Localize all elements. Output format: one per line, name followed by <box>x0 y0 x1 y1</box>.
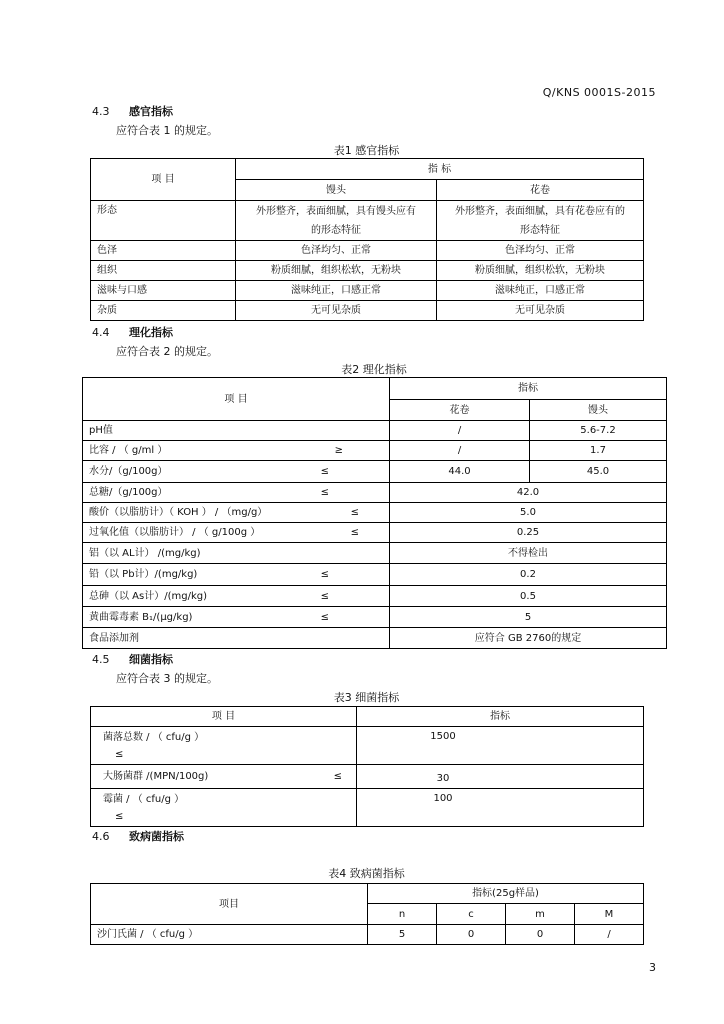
cell-b <box>437 201 644 241</box>
cell-a: 无可见杂质 <box>236 301 437 321</box>
comparison-symbol: ≥ <box>334 445 343 456</box>
cell-a: / <box>390 421 530 441</box>
section-heading-4-4 <box>92 324 173 340</box>
table-caption: 表3 细菌指标 <box>333 691 400 704</box>
item-label: pH值 <box>89 425 113 436</box>
item-label: 比容 / （ g/ml ） <box>89 445 168 456</box>
row-item <box>83 628 390 649</box>
item-label: 过氧化值（以脂肪计） / （ g/100g ） <box>89 527 261 538</box>
row-item: 滋味与口感 <box>91 281 236 301</box>
header-index: 指标 <box>357 707 644 727</box>
item-label: 铅（以 Pb计）/(mg/kg) <box>89 569 198 580</box>
page-number: 3 <box>649 961 656 974</box>
section-number: 4.4 <box>92 326 110 339</box>
item-label: 菌落总数 / （ cfu/g ） <box>103 731 205 743</box>
section-heading-4-6 <box>92 828 184 844</box>
header-col-b: 花卷 <box>437 180 644 201</box>
comparison-symbol: ≤ <box>320 611 329 623</box>
cell-line: 形态特征 <box>520 224 560 236</box>
cell-merged: 5.0 <box>390 503 667 523</box>
cell-b: 45.0 <box>530 461 667 483</box>
header-index: 指标(25g样品) <box>368 884 644 904</box>
item-label: 霉菌 / （ cfu/g ） <box>103 793 185 805</box>
cell-line: 的形态特征 <box>311 224 361 236</box>
header-item: 项 目 <box>91 159 236 201</box>
header-col-a: 馒头 <box>236 180 437 201</box>
physicochemical-table <box>82 377 667 649</box>
comparison-symbol: ≤ <box>350 507 359 518</box>
table-caption: 表4 致病菌指标 <box>328 867 405 880</box>
item-label: 食品添加剂 <box>89 632 139 644</box>
cell-M: / <box>575 925 644 945</box>
row-item <box>83 421 390 441</box>
section-heading-4-3 <box>92 103 173 119</box>
section-title: 细菌指标 <box>129 653 173 666</box>
row-item <box>91 765 357 789</box>
cell-value: 1500 <box>357 727 644 765</box>
header-m: m <box>506 904 575 925</box>
comparison-symbol: ≤ <box>320 569 329 580</box>
header-col-a: 花卷 <box>390 400 530 421</box>
cell-b: 色泽均匀、正常 <box>437 241 644 261</box>
header-col-b: 馒头 <box>530 400 667 421</box>
comparison-symbol: ≤ <box>320 487 329 498</box>
cell-a: 44.0 <box>390 461 530 483</box>
section-heading-4-5 <box>92 651 173 667</box>
header-c: c <box>437 904 506 925</box>
cell-merged: 5 <box>390 607 667 628</box>
cell-m: 0 <box>506 925 575 945</box>
section-text: 应符合表 1 的规定。 <box>116 124 218 137</box>
comparison-symbol: ≤ <box>333 771 342 782</box>
cell-merged: 0.2 <box>390 564 667 586</box>
section-title: 感官指标 <box>129 105 173 118</box>
cell-merged: 应符合 GB 2760的规定 <box>390 628 667 649</box>
cell-b: 粉质细腻，组织松软，无粉块 <box>437 261 644 281</box>
cell-line: 外形整齐，表面细腻，具有馒头应有 <box>256 205 416 217</box>
item-label: 酸价（以脂肪计）（ KOH ） / （mg/g） <box>89 507 268 518</box>
item-label: 水分/（g/100g） <box>89 466 168 477</box>
comparison-symbol: ≤ <box>115 810 124 822</box>
section-title: 理化指标 <box>129 326 173 339</box>
row-item <box>83 564 390 586</box>
cell-merged: 0.5 <box>390 586 667 607</box>
row-item: 色泽 <box>91 241 236 261</box>
row-item <box>83 441 390 461</box>
section-text: 应符合表 2 的规定。 <box>116 345 218 358</box>
comparison-symbol: ≤ <box>115 748 124 760</box>
cell-a: / <box>390 441 530 461</box>
header-M: M <box>575 904 644 925</box>
cell-merged: 42.0 <box>390 483 667 503</box>
row-item <box>91 789 357 827</box>
header-item: 项 目 <box>83 378 390 421</box>
header-index: 指 标 <box>236 159 644 180</box>
section-text: 应符合表 3 的规定。 <box>116 672 218 685</box>
cell-c: 0 <box>437 925 506 945</box>
cell-value: 30 <box>357 765 644 789</box>
row-item: 组织 <box>91 261 236 281</box>
row-item <box>83 543 390 564</box>
item-label: 总砷（以 As计）/(mg/kg) <box>89 590 207 602</box>
header-item: 项目 <box>91 884 368 925</box>
comparison-symbol: ≤ <box>320 590 329 602</box>
pathogen-table <box>90 883 644 945</box>
cell-merged: 0.25 <box>390 523 667 543</box>
cell-b: 滋味纯正，口感正常 <box>437 281 644 301</box>
section-title: 致病菌指标 <box>129 830 184 843</box>
header-item: 项 目 <box>91 707 357 727</box>
cell-a <box>236 201 437 241</box>
row-item <box>83 483 390 503</box>
cell-n: 5 <box>368 925 437 945</box>
section-number: 4.6 <box>92 830 110 843</box>
sensory-table <box>90 158 644 321</box>
row-item: 杂质 <box>91 301 236 321</box>
comparison-symbol: ≤ <box>350 527 359 538</box>
row-item: 形态 <box>91 201 236 241</box>
table-caption: 表1 感官指标 <box>333 144 400 157</box>
table-caption: 表2 理化指标 <box>341 363 407 376</box>
section-number: 4.5 <box>92 653 110 666</box>
bacteria-table <box>90 706 644 827</box>
row-item <box>83 503 390 523</box>
section-number: 4.3 <box>92 105 110 118</box>
row-item <box>83 523 390 543</box>
document-number: Q/KNS 0001S-2015 <box>542 86 656 99</box>
item-label: 总糖/（g/100g） <box>89 487 168 498</box>
row-item <box>83 586 390 607</box>
item-label: 黄曲霉毒素 B₁/(μg/kg) <box>89 611 193 623</box>
cell-b: 无可见杂质 <box>437 301 644 321</box>
header-index: 指标 <box>390 378 667 400</box>
item-label: 大肠菌群 /(MPN/100g) <box>103 771 209 782</box>
cell-line: 外形整齐，表面细腻，具有花卷应有的 <box>455 205 625 217</box>
cell-a: 粉质细腻，组织松软，无粉块 <box>236 261 437 281</box>
row-item <box>83 461 390 483</box>
row-item <box>91 727 357 765</box>
cell-a: 色泽均匀、正常 <box>236 241 437 261</box>
row-item: 沙门氏菌 / （ cfu/g ） <box>91 925 368 945</box>
header-n: n <box>368 904 437 925</box>
cell-b: 1.7 <box>530 441 667 461</box>
cell-b: 5.6-7.2 <box>530 421 667 441</box>
cell-a: 滋味纯正，口感正常 <box>236 281 437 301</box>
cell-merged: 不得检出 <box>390 543 667 564</box>
cell-value: 100 <box>357 789 644 827</box>
comparison-symbol: ≤ <box>320 466 329 477</box>
row-item <box>83 607 390 628</box>
item-label: 铝（以 AL计） /(mg/kg) <box>89 547 201 559</box>
